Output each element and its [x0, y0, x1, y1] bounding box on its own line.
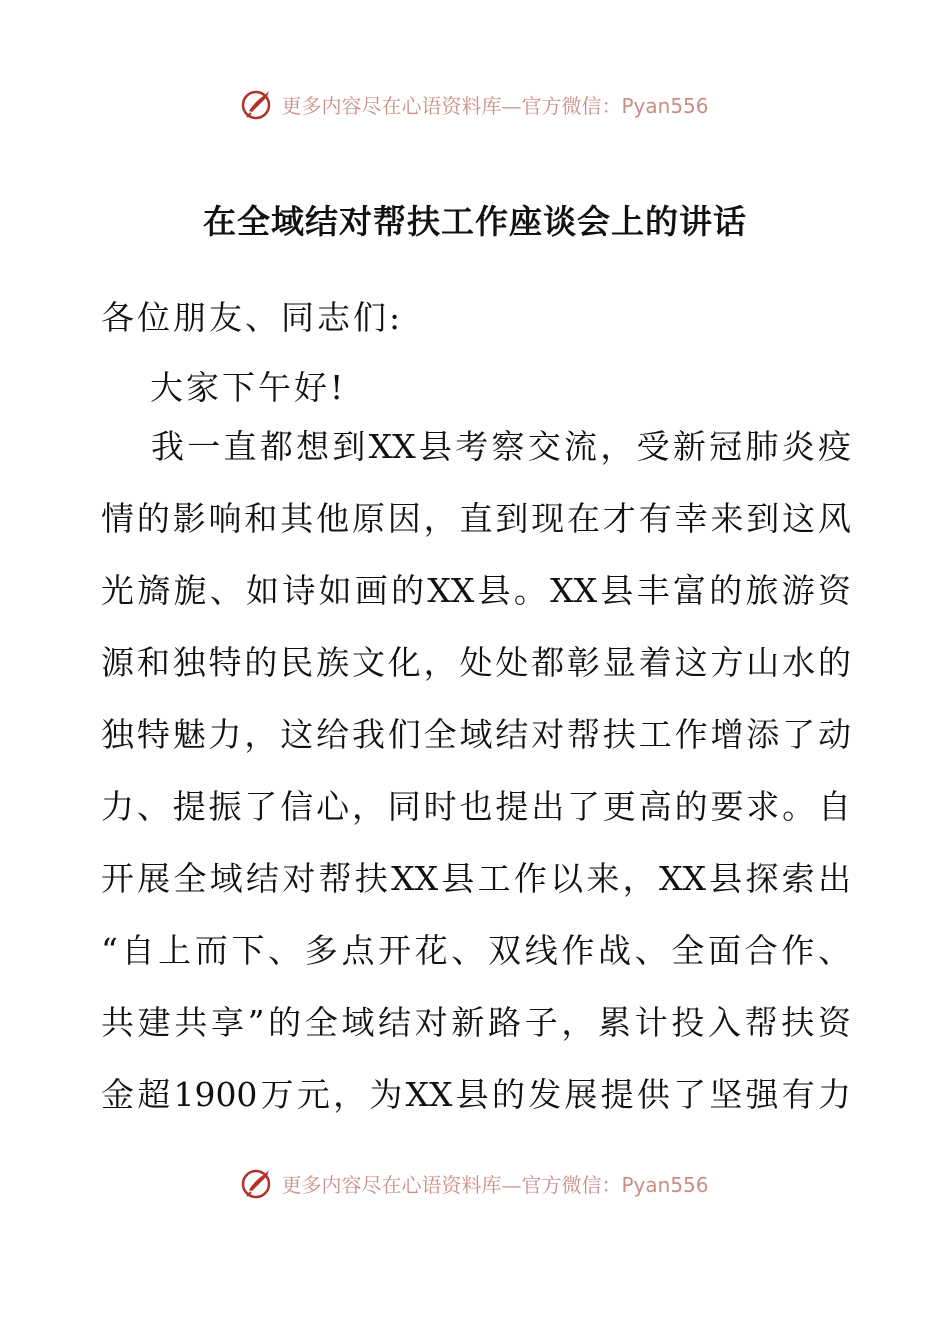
body-line: 我一直都想到XX县考察交流，受新冠肺炎疫	[151, 427, 851, 466]
watermark-text	[281, 1169, 708, 1198]
body-line: 共建共享”的全域结对新路子，累计投入帮扶资	[101, 1003, 851, 1042]
header-watermark	[0, 84, 950, 124]
watermark-label: 更多内容尽在心语资料库—官方微信：	[281, 1172, 622, 1197]
body-line: 情的影响和其他原因，直到现在才有幸来到这风	[101, 499, 851, 538]
body-paragraph	[101, 425, 851, 1145]
body-line: 开展全域结对帮扶XX县工作以来，XX县探索出	[101, 859, 851, 898]
ink-pen-logo-icon	[241, 1166, 275, 1200]
body-line: 独特魅力，这给我们全域结对帮扶工作增添了动	[101, 715, 851, 754]
watermark-label: 更多内容尽在心语资料库—官方微信：	[281, 93, 622, 118]
document-title: 在全域结对帮扶工作座谈会上的讲话	[203, 202, 747, 241]
body-line: 力、提振了信心，同时也提出了更高的要求。自	[101, 787, 851, 826]
body-line: 源和独特的民族文化，处处都彰显着这方山水的	[101, 643, 851, 682]
watermark-wechat-id: Pyan556	[621, 1172, 709, 1197]
body-line: 光旖旎、如诗如画的XX县。XX县丰富的旅游资	[101, 571, 851, 610]
body-line: 金超1900万元，为XX县的发展提供了坚强有力	[101, 1075, 851, 1114]
watermark-wechat-id: Pyan556	[621, 93, 709, 118]
ink-pen-logo-icon	[241, 87, 275, 121]
greeting: 大家下午好!	[150, 368, 347, 407]
body-line: “自上而下、多点开花、双线作战、全面合作、	[101, 931, 851, 970]
footer-watermark	[0, 1163, 950, 1203]
watermark-text	[281, 90, 708, 119]
salutation: 各位朋友、同志们:	[101, 298, 404, 337]
